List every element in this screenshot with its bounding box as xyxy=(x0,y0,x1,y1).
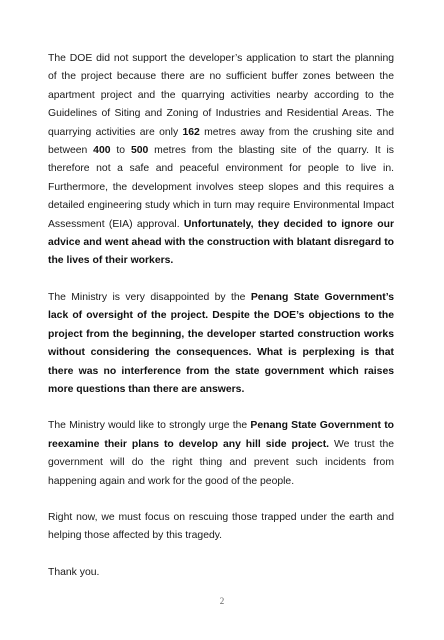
text-run: We trust the government will do the right thing and prevent such incidents from happening again and work for the good of the people. xyxy=(48,438,394,487)
document-body xyxy=(48,50,394,600)
bold-text-run: 162 xyxy=(182,126,200,138)
bold-text-run: Unfortunately, they decided to ignore our advice and went ahead with the construction with blatant disregard to the lives of their workers. xyxy=(48,218,394,267)
text-run: Thank you. xyxy=(48,566,100,578)
text-run: metres from the blasting site of the quarry. It is therefore not a safe and peaceful environment for people to live in. Furthermore, the development involves steep slopes and this requires a detailed engineering study which in turn may require Environmental Impact Assessment (EIA) approval. xyxy=(48,145,395,230)
paragraph-doe-objection xyxy=(48,50,394,271)
paragraph-rescue-focus xyxy=(48,509,394,546)
bold-text-run: Penang State Government’s lack of oversight of the project. Despite the DOE’s objections to the project from the beginning, the developer started construction works without considering the consequences. What is perplexing is that there was no interference from the state government which raises more questions than there are answers. xyxy=(48,291,394,395)
bold-text-run: 500 xyxy=(130,145,149,157)
text-run: The Ministry is very disappointed by the xyxy=(48,291,251,303)
text-run: metres away from the crushing site and between xyxy=(48,126,394,157)
text-run: to xyxy=(110,145,131,157)
paragraph-ministry-disappointed xyxy=(48,289,394,399)
paragraph-ministry-urge xyxy=(48,417,394,491)
page-number: 2 xyxy=(219,596,225,606)
text-run: The DOE did not support the developer’s application to start the planning of the project because there are no sufficient buffer zones between the apartment project and the quarrying activities nearby according to the Guidelines of Siting and Zoning of Industries and Residential Areas. The quarrying activities are only xyxy=(48,53,394,138)
paragraph-closing xyxy=(48,564,394,582)
text-run: Right now, we must focus on rescuing those trapped under the earth and helping those affected by this tragedy. xyxy=(48,511,394,542)
text-run: The Ministry would like to strongly urge the xyxy=(48,420,251,432)
bold-text-run: 400 xyxy=(93,145,111,157)
bold-text-run: Penang State Government to reexamine their plans to develop any hill side project. xyxy=(48,420,395,450)
